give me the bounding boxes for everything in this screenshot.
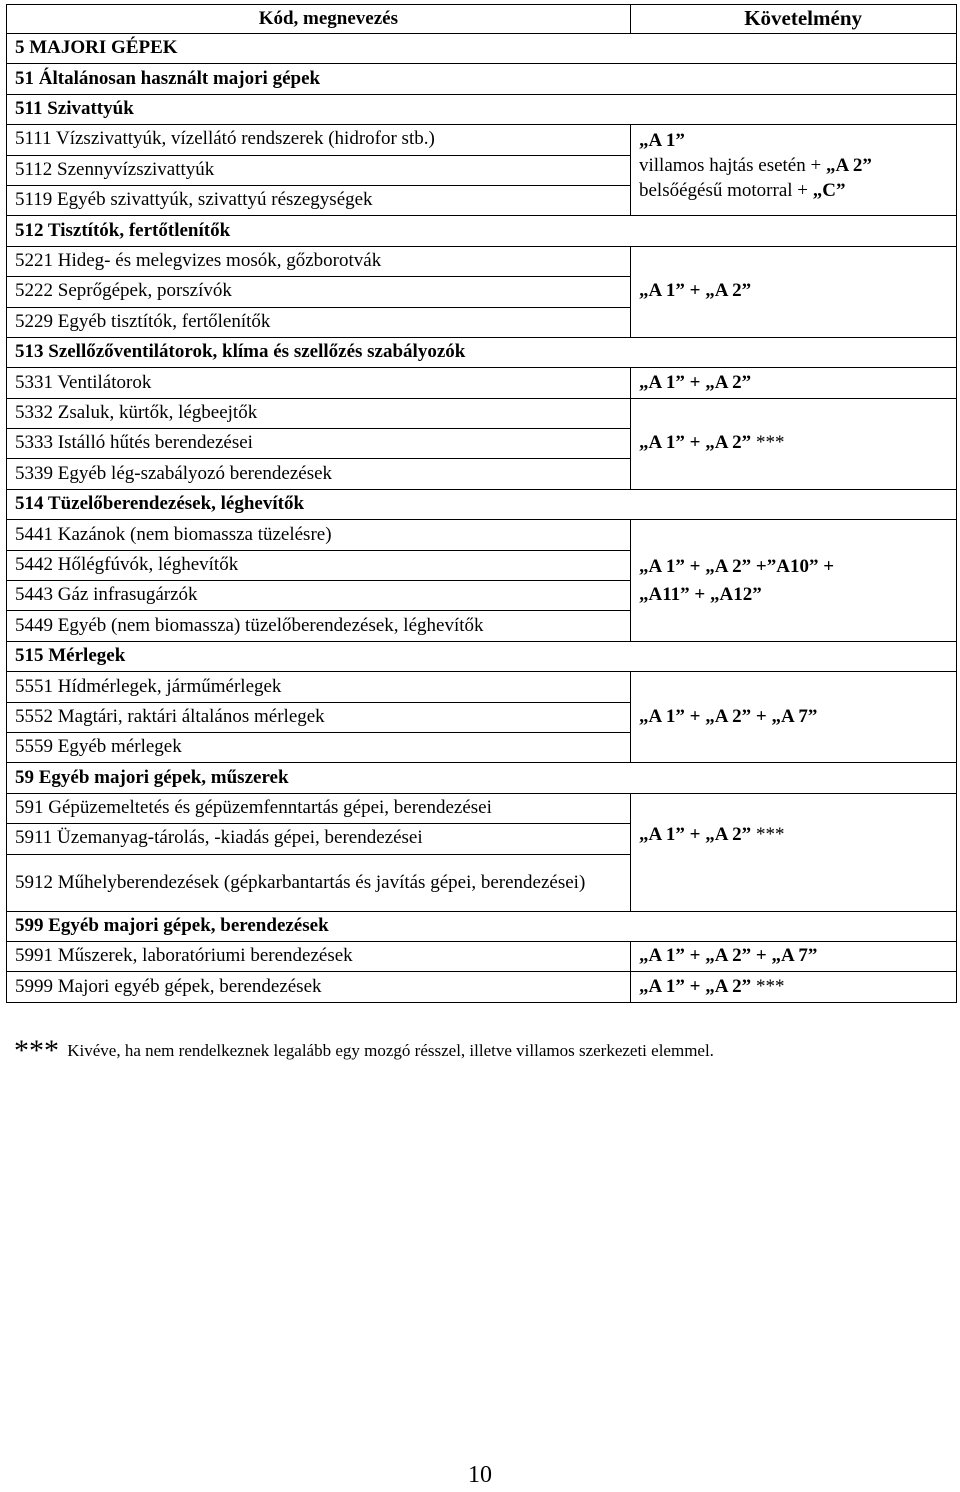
table-row	[7, 763, 957, 793]
footnote	[14, 1034, 944, 1068]
item-cell: 5911 Üzemanyag-tárolás, -kiadás gépei, berendezései	[7, 824, 631, 854]
requirement-cell	[631, 972, 957, 1002]
requirement-cell: „A 1” + „A 2”	[631, 246, 957, 337]
table-row	[7, 793, 957, 823]
table-row	[7, 641, 957, 671]
requirement-cell	[631, 520, 957, 642]
table-row	[7, 972, 957, 1002]
item-cell: 5111 Vízszivattyúk, vízellátó rendszerek (hidrofor stb.)	[7, 125, 631, 155]
requirement-code: „A 1” + „A 2”	[639, 432, 752, 454]
item-cell: 5333 Istálló hűtés berendezései	[7, 429, 631, 459]
requirement-stars: ***	[751, 432, 785, 454]
requirement-cell	[631, 125, 957, 216]
header-code-name: Kód, megnevezés	[7, 5, 631, 34]
table-row	[7, 64, 957, 94]
category-cell: 515 Mérlegek	[7, 641, 957, 671]
table-row	[7, 94, 957, 124]
category-cell: 51 Általánosan használt majori gépek	[7, 64, 957, 94]
table-row	[7, 398, 957, 428]
requirement-cell: „A 1” + „A 2” + „A 7”	[631, 672, 957, 763]
footnote-stars: ***	[14, 1034, 59, 1067]
item-cell: 5332 Zsaluk, kürtők, légbeejtők	[7, 398, 631, 428]
requirement-line: „A 1” + „A 2” +”A10” +	[639, 555, 835, 577]
category-cell: 514 Tüzelőberendezések, léghevítők	[7, 489, 957, 519]
item-cell: 5999 Majori egyéb gépek, berendezések	[7, 972, 631, 1002]
requirement-line: villamos hajtás esetén + „A 2”	[639, 154, 872, 176]
item-cell: 5443 Gáz infrasugárzók	[7, 581, 631, 611]
requirement-code: „A 1” + „A 2”	[639, 823, 752, 845]
requirement-code: „A 1”	[639, 130, 685, 152]
item-cell: 5119 Egyéb szivattyúk, szivattyú részegységek	[7, 185, 631, 215]
requirement-cell	[631, 398, 957, 489]
page-number: 10	[468, 1462, 492, 1488]
table-row	[7, 34, 957, 64]
item-cell: 591 Gépüzemeltetés és gépüzemfenntartás gépei, berendezései	[7, 793, 631, 823]
category-cell: 511 Szivattyúk	[7, 94, 957, 124]
item-cell: 5559 Egyéb mérlegek	[7, 732, 631, 762]
item-cell: 5442 Hőlégfúvók, léghevítők	[7, 550, 631, 580]
category-cell: 599 Egyéb majori gépek, berendezések	[7, 911, 957, 941]
item-cell: 5991 Műszerek, laboratóriumi berendezések	[7, 941, 631, 971]
table-row	[7, 216, 957, 246]
requirement-line: „A11” + „A12”	[639, 583, 762, 605]
item-cell: 5112 Szennyvízszivattyúk	[7, 155, 631, 185]
item-cell: 5221 Hideg- és melegvizes mosók, gőzborotvák	[7, 246, 631, 276]
item-cell: 5441 Kazánok (nem biomassza tüzelésre)	[7, 520, 631, 550]
table-row	[7, 520, 957, 550]
requirement-stars: ***	[751, 975, 785, 997]
table-header-row	[7, 5, 957, 34]
requirement-cell: „A 1” + „A 2”	[631, 368, 957, 398]
category-cell: 5 MAJORI GÉPEK	[7, 34, 957, 64]
item-cell: 5551 Hídmérlegek, járműmérlegek	[7, 672, 631, 702]
item-cell: 5331 Ventilátorok	[7, 368, 631, 398]
category-cell: 513 Szellőzőventilátorok, klíma és szellőzés szabályozók	[7, 337, 957, 367]
category-cell: 59 Egyéb majori gépek, műszerek	[7, 763, 957, 793]
table-row	[7, 337, 957, 367]
requirement-cell: „A 1” + „A 2” + „A 7”	[631, 941, 957, 971]
header-requirement: Követelmény	[631, 5, 957, 34]
table-row	[7, 125, 957, 155]
item-cell: 5229 Egyéb tisztítók, fertőlenítők	[7, 307, 631, 337]
requirements-table	[6, 4, 957, 1003]
item-cell: 5339 Egyéb lég-szabályozó berendezések	[7, 459, 631, 489]
table-row	[7, 368, 957, 398]
table-row	[7, 941, 957, 971]
table-row	[7, 672, 957, 702]
requirement-stars: ***	[751, 823, 785, 845]
item-cell: 5222 Seprőgépek, porszívók	[7, 277, 631, 307]
table-row	[7, 489, 957, 519]
table-row	[7, 911, 957, 941]
table-row	[7, 246, 957, 276]
item-cell: 5449 Egyéb (nem biomassza) tüzelőberendezések, léghevítők	[7, 611, 631, 641]
category-cell: 512 Tisztítók, fertőtlenítők	[7, 216, 957, 246]
requirement-cell	[631, 793, 957, 911]
item-cell: 5552 Magtári, raktári általános mérlegek	[7, 702, 631, 732]
requirement-code: „A 1” + „A 2”	[639, 975, 752, 997]
requirement-line: belsőégésű motorral + „C”	[639, 179, 846, 201]
item-cell: 5912 Műhelyberendezések (gépkarbantartás és javítás gépei, berendezései)	[7, 854, 631, 911]
footnote-text: Kivéve, ha nem rendelkeznek legalább egy mozgó résszel, illetve villamos szerkezeti elemmel.	[67, 1041, 714, 1060]
